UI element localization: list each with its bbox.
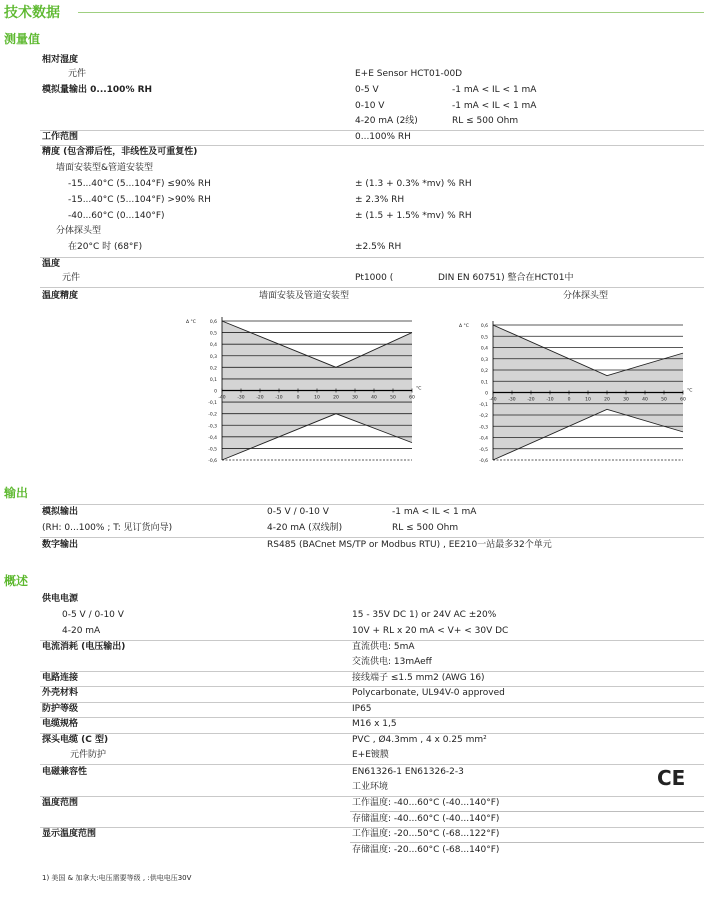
analog-range-2: 4-20 mA (2线) <box>355 116 418 126</box>
x-tick-label: 30 <box>623 397 629 403</box>
y-tick-label: -0,5 <box>479 447 488 453</box>
x-tick-label: 20 <box>333 395 339 401</box>
element-label: 元件 <box>68 69 87 79</box>
analog-cond-0: -1 mA < IL < 1 mA <box>452 85 537 95</box>
working-range-label: 工作范围 <box>42 132 79 142</box>
x-tick-label: 60 <box>680 397 686 403</box>
y-tick-label: 0,3 <box>480 357 488 363</box>
temp-element-value: Pt1000 ( <box>355 273 394 283</box>
output-digital-label: 数字输出 <box>42 540 79 550</box>
x-tick-label: 30 <box>352 395 358 401</box>
output-digital-value: RS485 (BACnet MS/TP or Modbus RTU) , EE210一站最多32个单元 <box>267 540 552 550</box>
display-range-store: 存储温度: -20...60°C (-68...140°F) <box>352 845 500 855</box>
output-analog-range-0: 0-5 V / 0-10 V <box>267 507 329 517</box>
y-tick-label: 0,3 <box>209 354 217 360</box>
protection-label: 防护等级 <box>42 704 79 714</box>
connection-value: 接线端子 ≤1.5 mm2 (AWG 16) <box>352 673 485 683</box>
y-tick-label: 0,2 <box>480 369 488 374</box>
y-tick-label: 0 <box>214 389 217 395</box>
section-overview-title: 概述 <box>4 574 29 588</box>
section-output-title: 输出 <box>4 486 29 500</box>
x-tick-label: -10 <box>275 395 283 401</box>
y-tick-label: 0,5 <box>480 335 488 341</box>
analog-range-0: 0-5 V <box>355 85 379 95</box>
title-rule <box>78 12 704 13</box>
y-tick-label: 0,2 <box>209 366 217 372</box>
accuracy-value-2: ± (1.5 + 1.5% *mv) % RH <box>355 211 472 221</box>
ce-mark-icon: CE <box>657 766 686 790</box>
accuracy-label: 精度 (包含滞后性，非线性及可重复性) <box>42 147 198 157</box>
section-measurement-title: 测量值 <box>4 32 41 46</box>
temp-range-work: 工作温度: -40...60°C (-40...140°F) <box>352 798 500 808</box>
emc-label: 电磁兼容性 <box>42 767 88 777</box>
accuracy-cond-0: -15...40°C (5...104°F) ≤90% RH <box>68 179 211 189</box>
accuracy-value-0: ± (1.3 + 0.3% *mv) % RH <box>355 179 472 189</box>
temp-accuracy-label: 温度精度 <box>42 291 79 301</box>
y-tick-label: -0,6 <box>208 459 217 464</box>
chart2-title: 分体探头型 <box>563 291 609 301</box>
y-tick-label: -0,6 <box>479 459 488 464</box>
y-tick-label: 0,1 <box>480 380 488 386</box>
y-tick-label: 0,4 <box>480 346 488 352</box>
y-tick-label: 0,4 <box>209 343 217 349</box>
cable-value: M16 x 1,5 <box>352 719 397 729</box>
y-tick-label: -0,3 <box>208 424 217 430</box>
wall-duct-label: 墙面安装型&管道安装型 <box>56 163 154 173</box>
protection-value: IP65 <box>352 704 372 714</box>
x-tick-label: -40 <box>489 397 497 403</box>
temp-element-value2: DIN EN 60751) 整合在HCT01中 <box>438 273 574 283</box>
rh-label: 相对湿度 <box>42 55 79 65</box>
x-tick-label: 0 <box>567 397 571 403</box>
temp-element-label: 元件 <box>62 273 81 283</box>
x-tick-label: 0 <box>296 395 300 401</box>
x-tick-label: 10 <box>585 397 591 403</box>
supply-label: 供电电源 <box>42 594 79 604</box>
output-analog-cond-0: -1 mA < IL < 1 mA <box>392 507 477 517</box>
x-tick-label: -10 <box>546 397 554 403</box>
output-analog-sub: (RH: 0...100% ; T: 见订货向导) <box>42 523 173 533</box>
temp-label: 温度 <box>42 259 61 269</box>
y-tick-label: 0,6 <box>480 324 488 329</box>
x-tick-label: 60 <box>409 395 415 401</box>
y-tick-label: 0,1 <box>209 377 217 383</box>
x-tick-label: -30 <box>237 395 245 401</box>
current-ac: 交流供电: 13mAeff <box>352 657 432 667</box>
y-axis-label: Δ °C <box>186 320 196 325</box>
x-tick-label: -30 <box>508 397 516 403</box>
x-tick-label: -20 <box>527 397 535 403</box>
remote-value: ±2.5% RH <box>355 242 402 252</box>
remote-probe-label: 分体探头型 <box>56 226 102 236</box>
y-tick-label: 0,5 <box>209 331 217 337</box>
temp-range-store: 存储温度: -40...60°C (-40...140°F) <box>352 814 500 824</box>
output-analog-range-1: 4-20 mA (双线制) <box>267 523 343 533</box>
analog-range-1: 0-10 V <box>355 101 385 111</box>
probe-cable-value: PVC , Ø4.3mm , 4 x 0.25 mm² <box>352 735 487 745</box>
connection-label: 电路连接 <box>42 673 79 683</box>
x-tick-label: 50 <box>661 397 667 403</box>
page-title: 技术数据 <box>4 5 60 21</box>
y-tick-label: 0,6 <box>209 320 217 325</box>
y-tick-label: -0,4 <box>479 436 488 442</box>
chart-wall-duct <box>182 312 432 470</box>
remote-cond: 在20°C 时 (68°F) <box>68 242 143 252</box>
accuracy-value-1: ± 2.3% RH <box>355 195 405 205</box>
display-range-work: 工作温度: -20...50°C (-68...122°F) <box>352 829 500 839</box>
y-tick-label: -0,3 <box>479 425 488 431</box>
y-tick-label: 0 <box>485 391 488 397</box>
probe-cable-label: 探头电缆 (C 型) <box>42 735 109 745</box>
supply-row-value-0: 15 - 35V DC 1) or 24V AC ±20% <box>352 610 497 620</box>
analog-cond-2: RL ≤ 500 Ohm <box>452 116 519 126</box>
x-tick-label: 50 <box>390 395 396 401</box>
accuracy-cond-1: -15...40°C (5...104°F) >90% RH <box>68 195 211 205</box>
temp-range-label: 温度范围 <box>42 798 79 808</box>
y-tick-label: -0,2 <box>208 412 217 418</box>
supply-row-label-1: 4-20 mA <box>62 626 101 636</box>
y-axis-label: Δ °C <box>459 324 469 329</box>
housing-label: 外壳材料 <box>42 688 79 698</box>
current-label: 电流消耗 (电压输出) <box>42 642 126 652</box>
x-tick-label: 40 <box>371 395 377 401</box>
current-dc: 直流供电: 5mA <box>352 642 415 652</box>
y-tick-label: -0,2 <box>479 414 488 419</box>
x-tick-label: 20 <box>604 397 610 403</box>
housing-value: Polycarbonate, UL94V-0 approved <box>352 688 505 698</box>
analog-cond-1: -1 mA < IL < 1 mA <box>452 101 537 111</box>
analog-label: 模拟量输出 0...100% RH <box>42 85 153 95</box>
emc-env: 工业环境 <box>352 782 389 792</box>
y-tick-label: -0,1 <box>208 401 217 407</box>
x-axis-label: °C <box>687 388 693 394</box>
element-protection-label: 元件防护 <box>70 750 107 760</box>
chart1-title: 墙面安装及管道安装型 <box>259 291 350 301</box>
y-tick-label: -0,1 <box>479 402 488 408</box>
supply-row-value-1: 10V + RL x 20 mA < V+ < 30V DC <box>352 626 509 636</box>
display-range-label: 显示温度范围 <box>42 829 97 839</box>
output-analog-label: 模拟输出 <box>42 507 79 517</box>
y-tick-label: -0,5 <box>208 447 217 453</box>
x-tick-label: -20 <box>256 395 264 401</box>
x-tick-label: -40 <box>218 395 226 401</box>
footnote: 1) 美国 & 加拿大:电压需要等级 , :供电电压30V <box>42 874 192 882</box>
supply-row-label-0: 0-5 V / 0-10 V <box>62 610 124 620</box>
chart-remote-probe <box>455 314 695 466</box>
element-value: E+E Sensor HCT01-00D <box>355 69 463 79</box>
y-tick-label: -0,4 <box>208 435 217 441</box>
cable-label: 电缆规格 <box>42 719 79 729</box>
accuracy-cond-2: -40...60°C (0...140°F) <box>68 211 165 221</box>
x-tick-label: 10 <box>314 395 320 401</box>
output-analog-cond-1: RL ≤ 500 Ohm <box>392 523 459 533</box>
x-tick-label: 40 <box>642 397 648 403</box>
working-range-value: 0...100% RH <box>355 132 411 142</box>
emc-value: EN61326-1 EN61326-2-3 <box>352 767 464 777</box>
x-axis-label: °C <box>416 386 422 392</box>
element-protection-value: E+E镀膜 <box>352 750 389 760</box>
